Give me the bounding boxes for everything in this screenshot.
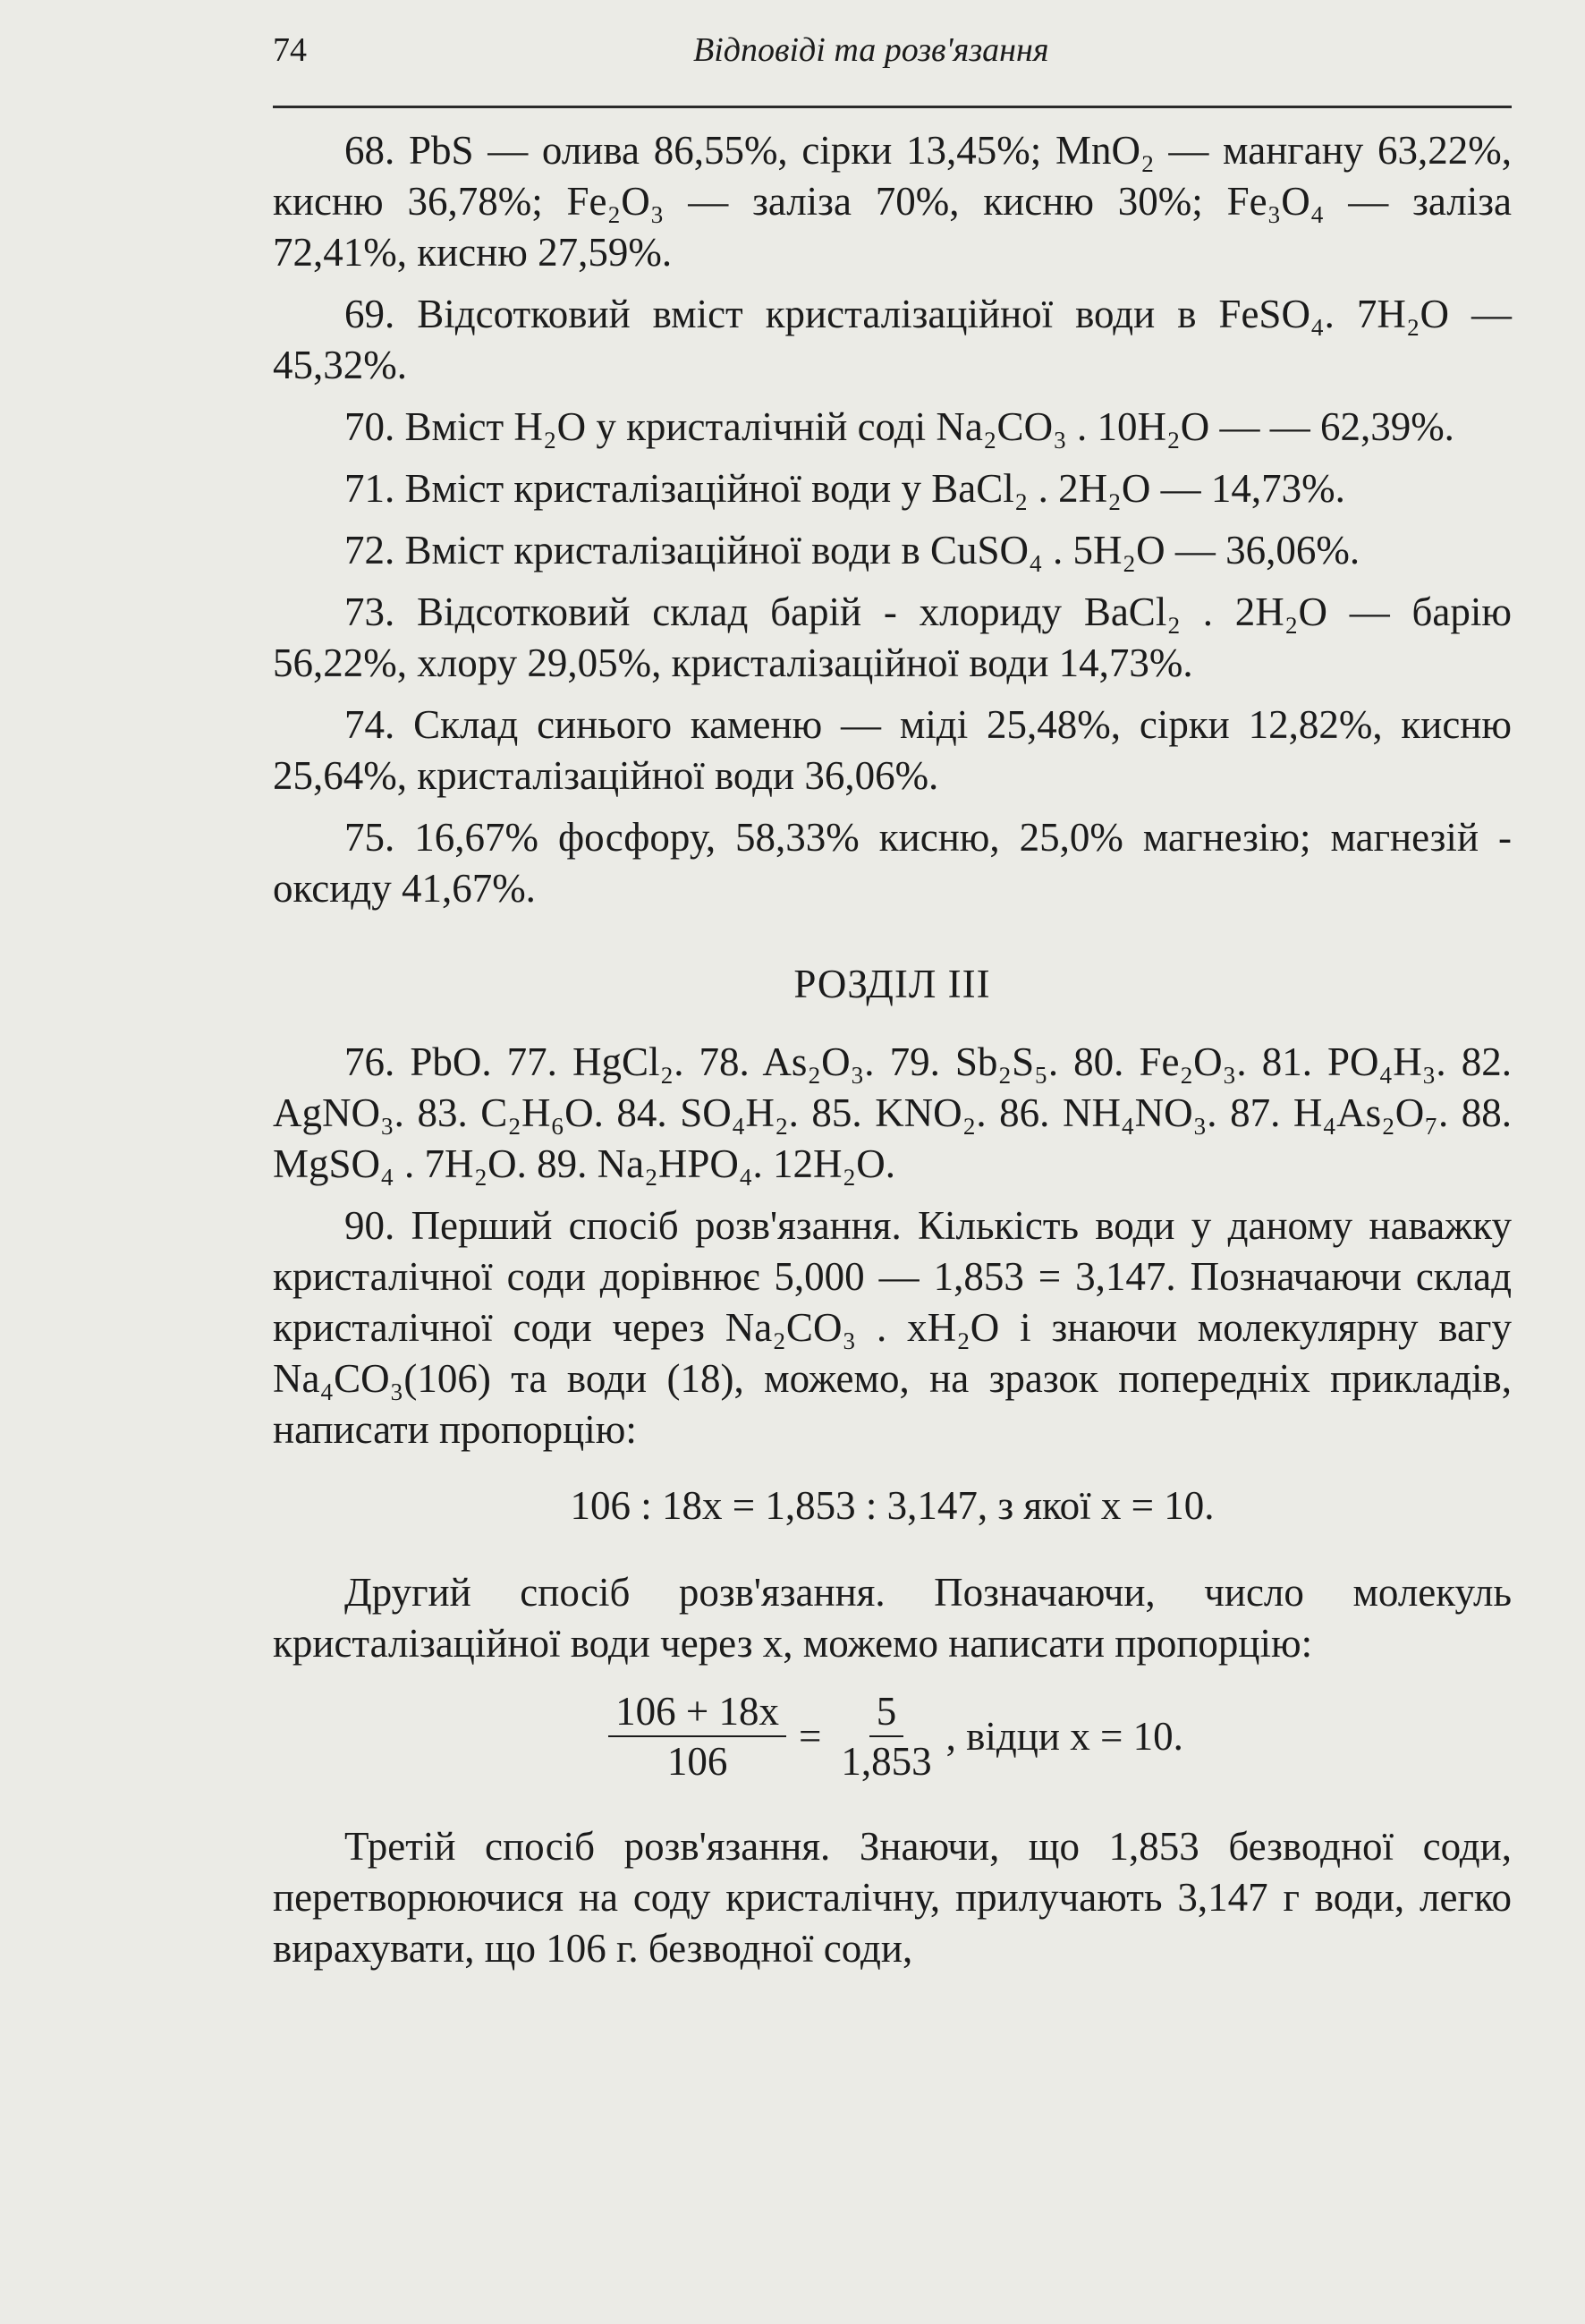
solution-90-first-method: 90. Перший спосіб розв'язання. Кількість води у даному наважку кристалічної соди дорівнює 5,000 — 1,853 = 3,147. Позначаючи склад кристалічної соди через Na₂CO₃ . xH₂O і знаючи молекулярну вагу Na₄CO₃(106) та води (18), можемо, на зразок попередніх прикладів, написати пропорцію: (273, 1203, 1512, 1452)
answer-72: 72. Вміст кристалізаційної води в CuSO₄ . 5H₂O — 36,06%. (344, 528, 1360, 573)
fraction-tail: , відци x = 10. (945, 1713, 1183, 1759)
solution-90-third-method: Третій спосіб розв'язання. Знаючи, що 1,853 безводної соди, перетворюючися на соду кристалічну, прилучають 3,147 г води, легко вирахувати, що 106 г. безводної соди, (273, 1824, 1512, 1971)
answer-69: 69. Відсотковий вміст кристалізаційної води в FeSO₄. 7H₂O — 45,32%. (273, 292, 1512, 387)
fraction-equation (273, 1687, 1512, 1785)
page-content (273, 125, 1512, 1985)
fraction-right-numerator: 5 (869, 1687, 904, 1737)
fraction-left (608, 1687, 786, 1785)
solution-90-second-method: Другий спосіб розв'язання. Позначаючи, число молекуль кристалізаційної води через x, можемо написати пропорцію: (273, 1570, 1512, 1666)
section-title: РОЗДІЛ III (793, 962, 991, 1006)
page-number: 74 (273, 31, 307, 69)
answer-74: 74. Склад синього каменю — міді 25,48%, сірки 12,82%, кисню 25,64%, кристалізаційної води 36,06%. (273, 702, 1512, 798)
answer-70: 70. Вміст H₂O у кристалічній соді Na₂CO₃ . 10H₂O — — 62,39%. (344, 404, 1454, 449)
page-header (273, 27, 1512, 81)
fraction-right-denominator: 1,853 (841, 1739, 932, 1784)
answer-73: 73. Відсотковий склад барій - хлориду BaCl₂ . 2H₂O — барію 56,22%, хлору 29,05%, кристалізаційної води 14,73%. (273, 589, 1512, 685)
answers-76-89: 76. PbO. 77. HgCl₂. 78. As₂O₃. 79. Sb₂S₅. 80. Fe₂O₃. 81. PO₄H₃. 82. AgNO₃. 83. C₂H₆O. 84. SO₄H₂. 85. KNO₂. 86. NH₄NO₃. 87. H₄As₂O₇. 88. MgSO₄ . 7H₂O. 89. Na₂HPO₄. 12H₂O. (273, 1039, 1512, 1186)
fraction-right (834, 1687, 938, 1785)
fraction-left-numerator: 106 + 18x (608, 1687, 786, 1737)
header-rule (273, 106, 1512, 108)
answer-75: 75. 16,67% фосфору, 58,33% кисню, 25,0% магнезію; магнезій - оксиду 41,67%. (273, 815, 1512, 911)
answer-71: 71. Вміст кристалізаційної води у BaCl₂ . 2H₂O — 14,73%. (344, 466, 1345, 511)
equals-sign: = (799, 1713, 822, 1759)
running-title: Відповіді та розв'язання (693, 31, 1049, 69)
answer-68: 68. PbS — олива 86,55%, сірки 13,45%; MnO₂ — мангану 63,22%, кисню 36,78%; Fe₂O₃ — заліза 70%, кисню 30%; Fe₃O₄ — заліза 72,41%, кисню 27,59%. (273, 128, 1512, 275)
fraction-left-denominator: 106 (666, 1739, 728, 1784)
proportion-formula: 106 : 18x = 1,853 : 3,147, з якої x = 10. (570, 1483, 1215, 1528)
